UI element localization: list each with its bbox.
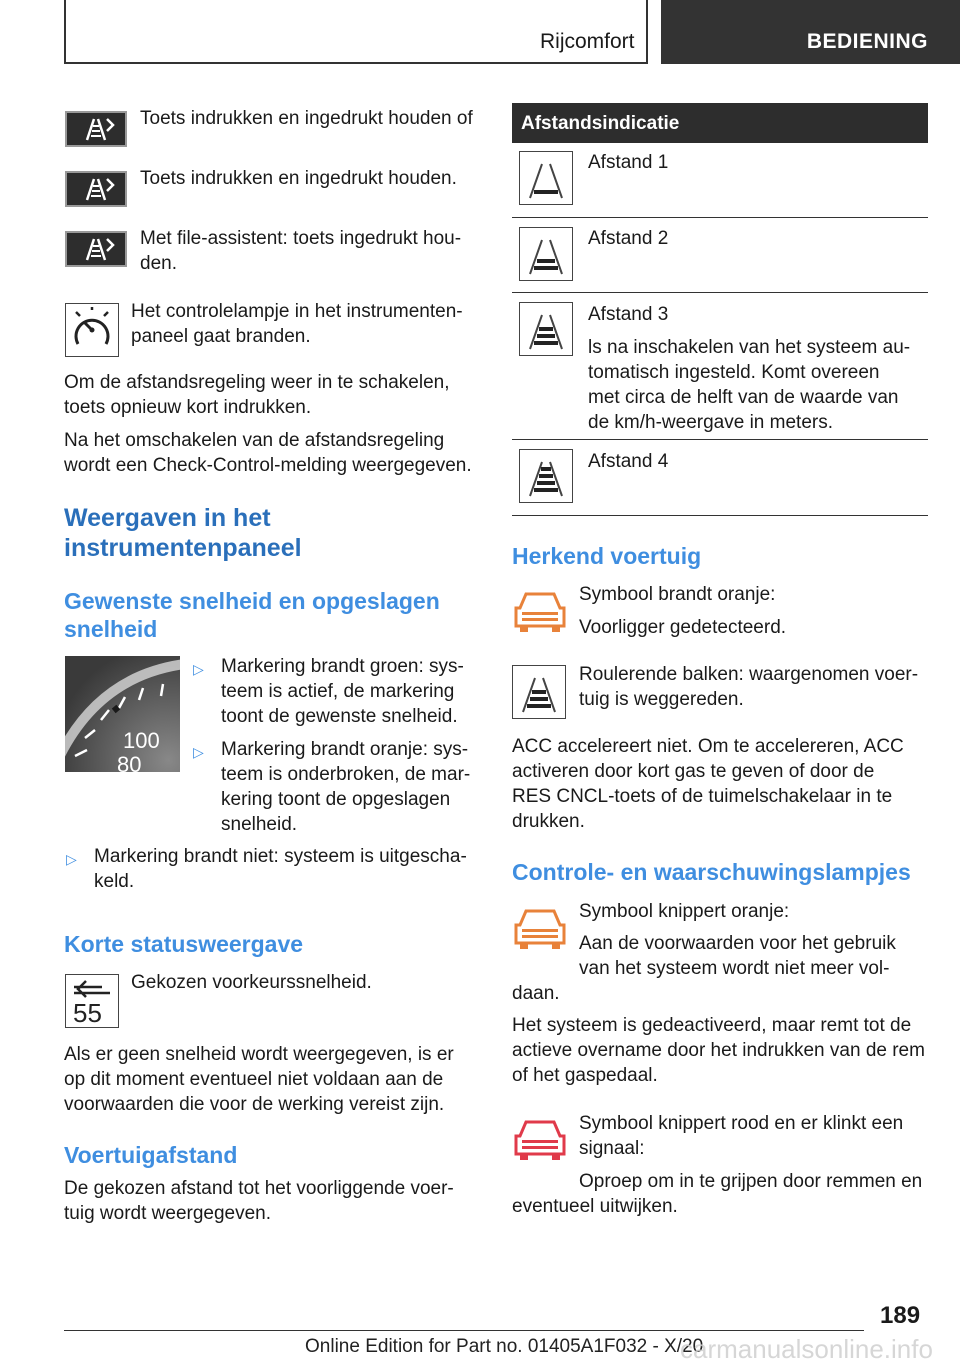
section-title: Rijcomfort [540, 30, 635, 53]
triangle-bullet-icon: ▷ [193, 661, 204, 677]
chapter-title: BEDIENING [806, 30, 928, 53]
subsection-heading: snelheid [64, 616, 158, 642]
bullet-line: Markering brandt oranje: sys- [221, 739, 469, 760]
distance-button-icon [65, 111, 127, 147]
warning-text: Aan de voorwaarden voor het gebruik [579, 933, 896, 954]
bullet-line: teem is onderbroken, de mar- [221, 764, 471, 785]
edition-text: Online Edition for Part no. 01405A1F032 - X/20 [305, 1336, 704, 1357]
paragraph: Na het omschakelen van de afstandsregeling [64, 430, 445, 451]
speed-icon-value: 55 [73, 998, 102, 1027]
distance-1-icon [519, 151, 573, 205]
cruise-control-lamp-icon [65, 303, 119, 357]
subsection-heading: Controle- en waarschuwingslampjes [512, 859, 911, 885]
distance-desc: tomatisch ingesteld. Komt overeen [588, 362, 880, 383]
distance-label: Afstand 1 [588, 152, 669, 173]
bullet-line: keld. [94, 871, 135, 892]
page-number: 189 [880, 1302, 921, 1329]
distance-2-icon [519, 227, 573, 281]
rolling-bars-icon [512, 665, 566, 719]
subsection-heading: Korte statusweergave [64, 931, 304, 957]
section-heading: Weergaven in het [64, 504, 271, 532]
triangle-bullet-icon: ▷ [193, 744, 204, 760]
btn-text-2: Toets indrukken en ingedrukt houden. [140, 168, 457, 189]
distance-button-icon [65, 171, 127, 207]
paragraph: voorwaarden die voor de werking vereist zijn. [64, 1094, 445, 1115]
btn-text-3b: den. [140, 253, 177, 274]
bullet-line: teem is actief, de markering [221, 681, 455, 702]
subsection-heading: Herkend voertuig [512, 543, 702, 569]
distance-desc: met circa de helft van de waarde van [588, 387, 899, 408]
bullet-line: Markering brandt groen: sys- [221, 656, 464, 677]
paragraph: activeren door kort gas te geven of door de [512, 761, 875, 782]
paragraph: toets opnieuw kort indrukken. [64, 397, 312, 418]
vehicle-text: Voorligger gedetecteerd. [579, 617, 787, 638]
table-divider [512, 292, 928, 293]
table-divider [512, 217, 928, 218]
distance-4-icon [519, 449, 573, 503]
distance-label: Afstand 4 [588, 451, 669, 472]
gauge-label-80: 80 [117, 752, 142, 772]
bullet-line: Markering brandt niet: systeem is uitgescha- [94, 846, 467, 867]
section-heading: instrumentenpaneel [64, 534, 302, 562]
subsection-heading: Gewenste snelheid en opgeslagen [64, 588, 440, 614]
warning-text: Oproep om in te grijpen door remmen en [579, 1171, 923, 1192]
warning-text: Symbool knippert rood en er klinkt een [579, 1113, 904, 1134]
vehicle-text: Roulerende balken: waargenomen voer- [579, 664, 919, 685]
speedometer-image [65, 656, 180, 772]
footer-rule [64, 1330, 864, 1331]
gauge-label-100: 100 [123, 728, 160, 753]
vehicle-text: tuig is weggereden. [579, 689, 744, 710]
btn-text-1: Toets indrukken en ingedrukt houden of [140, 108, 473, 129]
chapter-tab [661, 0, 960, 64]
distance-label: Afstand 3 [588, 304, 669, 325]
table-head-label: Afstandsindicatie [521, 113, 680, 134]
triangle-bullet-icon: ▷ [66, 851, 77, 867]
bullet-line: kering toont de opgeslagen [221, 789, 451, 810]
vehicle-orange-icon [512, 905, 568, 951]
distance-button-icon [65, 231, 127, 267]
paragraph: De gekozen afstand tot het voorliggende voer- [64, 1178, 454, 1199]
distance-3-icon [519, 302, 573, 356]
distance-label: Afstand 2 [588, 228, 669, 249]
distance-table-header [512, 103, 928, 143]
table-divider [512, 515, 928, 516]
distance-desc: de km/h-weergave in meters. [588, 412, 833, 433]
warning-text: eventueel uitwijken. [512, 1196, 678, 1217]
vehicle-text: Symbool brandt oranje: [579, 584, 776, 605]
paragraph: Om de afstandsregeling weer in te schakelen, [64, 372, 450, 393]
vehicle-red-icon [512, 1116, 568, 1162]
paragraph: op dit moment eventueel niet voldaan aan de [64, 1069, 444, 1090]
vehicle-orange-icon [512, 588, 568, 634]
lamp-text-1: Het controlelampje in het instrumenten- [131, 301, 463, 322]
paragraph: actieve overname door het indrukken van de rem [512, 1040, 925, 1061]
paragraph: of het gaspedaal. [512, 1065, 658, 1086]
table-divider [512, 439, 928, 440]
warning-text: Symbool knippert oranje: [579, 901, 790, 922]
lamp-text-2: paneel gaat branden. [131, 326, 311, 347]
status-text: Gekozen voorkeurssnelheid. [131, 972, 372, 993]
warning-text: signaal: [579, 1138, 645, 1159]
watermark: carmanualsonline.info [680, 1334, 933, 1364]
paragraph: wordt een Check-Control-melding weergegeven. [64, 455, 472, 476]
subsection-heading: Voertuigafstand [64, 1142, 238, 1168]
warning-text: daan. [512, 983, 560, 1004]
paragraph: ACC accelereert niet. Om te accelereren, ACC [512, 736, 904, 757]
speed-limit-icon [65, 974, 119, 1028]
btn-text-3a: Met file-assistent: toets ingedrukt hou- [140, 228, 462, 249]
bullet-line: snelheid. [221, 814, 298, 835]
paragraph: Het systeem is gedeactiveerd, maar remt tot de [512, 1015, 912, 1036]
distance-desc: ls na inschakelen van het systeem au- [588, 337, 911, 358]
paragraph: RES CNCL-toets of de tuimelschakelaar in te [512, 786, 893, 807]
paragraph: drukken. [512, 811, 585, 832]
paragraph: tuig wordt weergegeven. [64, 1203, 272, 1224]
paragraph: Als er geen snelheid wordt weergegeven, is er [64, 1044, 454, 1065]
bullet-line: toont de gewenste snelheid. [221, 706, 458, 727]
warning-text: van het systeem wordt niet meer vol- [579, 958, 890, 979]
